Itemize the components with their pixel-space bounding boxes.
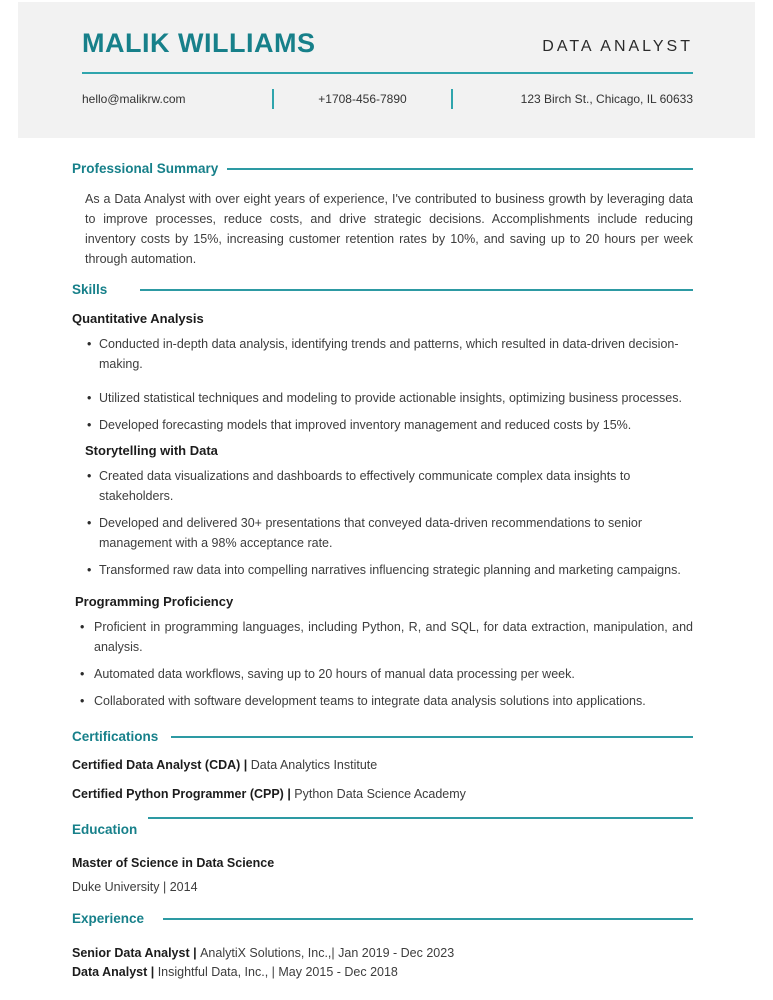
heading-rule xyxy=(140,289,693,291)
contact-address: 123 Birch St., Chicago, IL 60633 xyxy=(520,91,693,106)
experience-item xyxy=(72,963,693,982)
certification-org: Python Data Science Academy xyxy=(294,787,466,801)
summary-heading: Professional Summary xyxy=(72,161,219,176)
contact-email: hello@malikrw.com xyxy=(82,91,186,106)
section-heading-summary xyxy=(72,161,693,177)
certification-item xyxy=(72,785,693,803)
section-heading-education xyxy=(72,822,693,838)
bullet-item: • Created data visualizations and dashboards to effectively communicate complex data insights to stakeholders. xyxy=(72,466,693,506)
skill-bullet-list xyxy=(72,617,693,711)
candidate-name: MALIK WILLIAMS xyxy=(82,28,316,58)
experience-heading: Experience xyxy=(72,911,145,926)
contact-row xyxy=(82,89,693,109)
contact-phone: +1708-456-7890 xyxy=(318,91,407,106)
education-heading: Education xyxy=(72,822,138,837)
heading-rule xyxy=(163,918,693,920)
certifications-heading: Certifications xyxy=(72,729,159,744)
section-heading-certifications xyxy=(72,729,693,745)
education-degree: Master of Science in Data Science xyxy=(72,856,275,870)
experience-role: Senior Data Analyst | xyxy=(72,946,201,960)
certification-org: Data Analytics Institute xyxy=(250,758,378,772)
section-heading-skills xyxy=(72,282,693,298)
skill-group-title: Storytelling with Data xyxy=(85,443,218,458)
bullet-item: • Developed and delivered 30+ presentations that conveyed data-driven recommendations to senior management with a 98% acceptance rate. xyxy=(72,513,693,553)
heading-rule xyxy=(227,168,693,170)
skill-bullet-list xyxy=(72,466,693,580)
bullet-item: • Proficient in programming languages, including Python, R, and SQL, for data extraction, manipulation, and analysis. xyxy=(72,617,693,657)
skill-bullet-list xyxy=(72,334,693,435)
bullet-item: • Utilized statistical techniques and modeling to provide actionable insights, optimizing business processes. xyxy=(72,388,693,408)
experience-details: Insightful Data, Inc., | May 2015 - Dec 2018 xyxy=(157,965,398,979)
certification-title: Certified Data Analyst (CDA) | xyxy=(72,758,251,772)
header-band xyxy=(18,2,755,138)
heading-rule xyxy=(171,736,693,738)
certification-title: Certified Python Programmer (CPP) | xyxy=(72,787,295,801)
experience-item xyxy=(72,944,693,963)
job-title: DATA ANALYST xyxy=(542,37,693,55)
experience-details: AnalytiX Solutions, Inc.,| Jan 2019 - Dec 2023 xyxy=(200,946,455,960)
summary-paragraph: As a Data Analyst with over eight years of experience, I've contributed to business growth by leveraging data to improve processes, reduce costs, and drive strategic decisions. Accomplishments include reducing inventory costs by 15%, increasing customer retention rates by 10%, and saving up to 20 hours per week through automation. xyxy=(85,192,693,266)
skill-group-title: Programming Proficiency xyxy=(75,594,234,609)
skills-heading: Skills xyxy=(72,282,108,297)
resume-body xyxy=(72,138,693,982)
bullet-item: • Automated data workflows, saving up to 20 hours of manual data processing per week. xyxy=(72,664,693,684)
education-school: Duke University | 2014 xyxy=(72,880,198,894)
skill-group-title: Quantitative Analysis xyxy=(72,311,204,326)
header-rule xyxy=(82,72,693,74)
section-heading-experience xyxy=(72,911,693,927)
bullet-item: • Transformed raw data into compelling narratives influencing strategic planning and marketing campaigns. xyxy=(72,560,693,580)
certification-item xyxy=(72,756,693,774)
bullet-item: • Conducted in-depth data analysis, identifying trends and patterns, which resulted in data-driven decision-making. xyxy=(72,334,693,374)
bullet-item: • Developed forecasting models that improved inventory management and reduced costs by 15%. xyxy=(72,415,693,435)
heading-rule xyxy=(148,817,693,819)
experience-role: Data Analyst | xyxy=(72,965,158,979)
bullet-item: • Collaborated with software development teams to integrate data analysis solutions into applications. xyxy=(72,691,693,711)
name-row xyxy=(82,2,693,59)
